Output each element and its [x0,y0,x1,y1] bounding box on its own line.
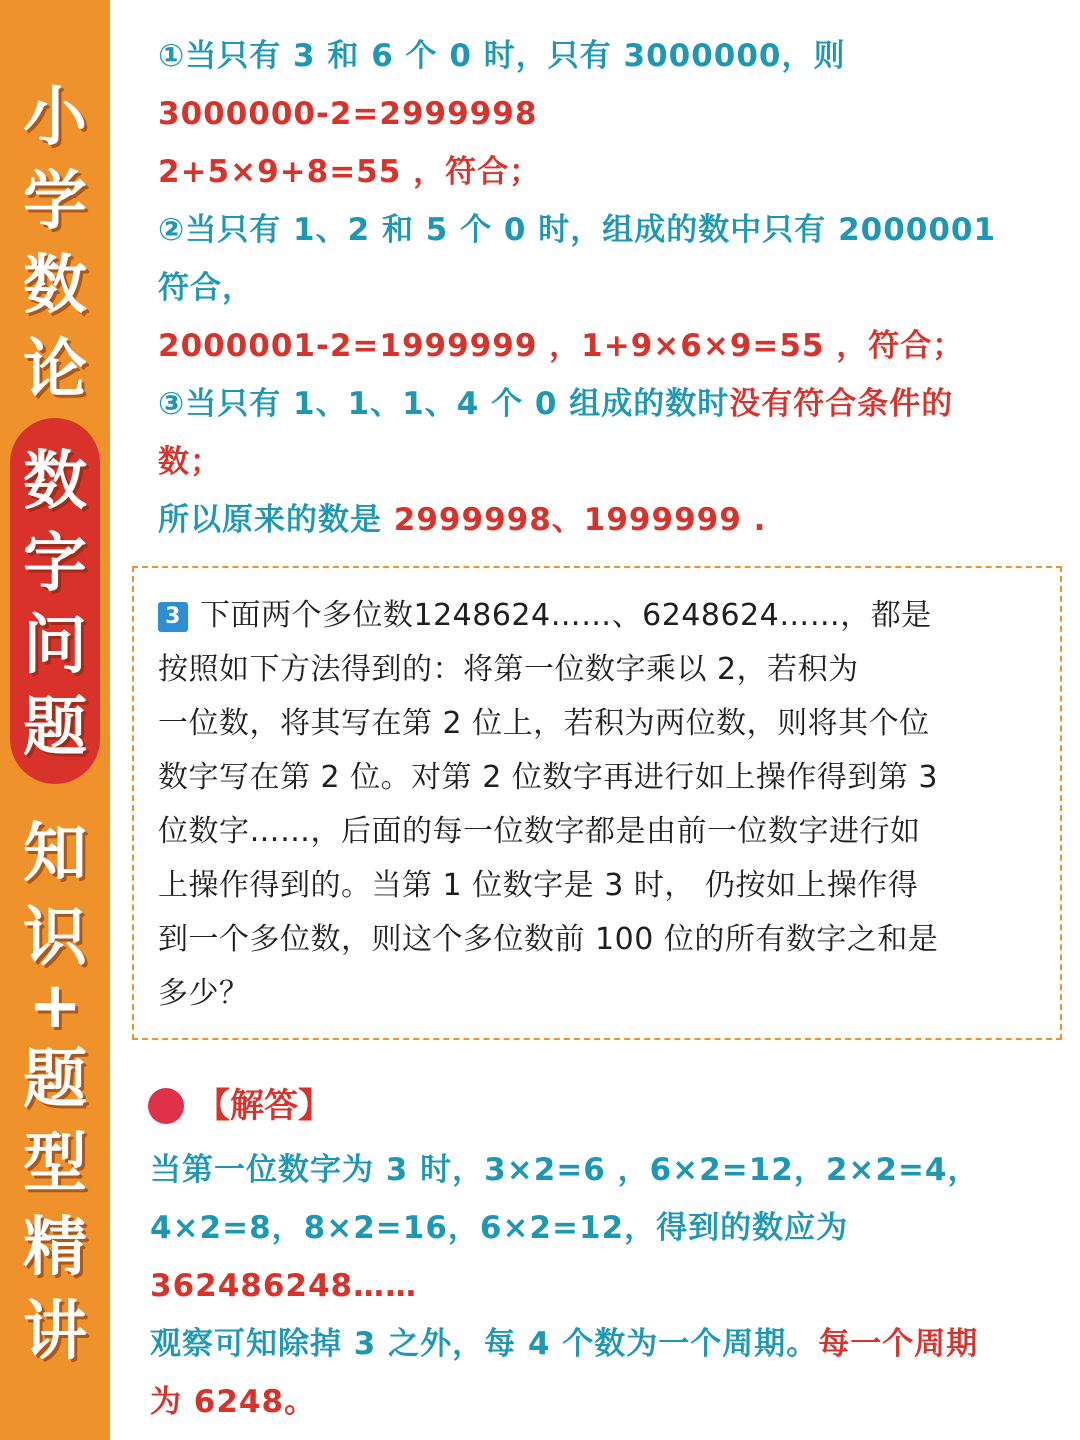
solution-line: ①当只有 3 和 6 个 0 时，只有 3000000，则 [158,38,846,74]
question-box [132,566,1062,1040]
solution-line: 2+5×9+8=55 ，符合； [158,154,542,190]
banner-char: 知 [23,817,87,891]
question-line: 位数字……，后面的每一位数字都是由前一位数字进行如 [158,814,921,849]
banner-char: 精 [23,1211,87,1285]
solution-text: 所以原来的数是 [158,502,394,538]
banner-char: 题 [23,691,87,765]
question-line: 一位数，将其写在第 2 位上，若积为两位数，则将其个位 [158,706,930,741]
question-line [158,596,932,636]
solution-line: 3000000-2=2999998 [158,96,538,132]
question-line: 按照如下方法得到的：将第一位数字乘以 2，若积为 [158,652,859,687]
banner-highlight-pill [10,418,100,784]
solution-text-highlight: 2999998、1999999 . [393,502,767,538]
solution-line [158,384,953,424]
question-line: 多少？ [158,976,250,1011]
banner-char: 小 [23,81,87,155]
answer-line: 362486248…… [150,1268,418,1304]
banner-char: 识 [23,901,87,975]
answer-line: 为 6248。 [150,1384,317,1420]
banner-char: 字 [23,527,87,601]
answer-text: 观察可知除掉 3 之外，每 4 个数为一个周期。 [150,1326,819,1362]
banner-char: 论 [23,333,87,407]
question-line: 数字写在第 2 位。对第 2 位数字再进行如上操作得到第 3 [158,760,938,795]
banner-char: + [28,969,82,1043]
solution-text: ③当只有 1、1、1、4 个 0 组成的数时 [158,386,730,422]
banner-char: 数 [23,445,87,519]
banner-char: 问 [23,609,87,683]
answer-bullet-icon [148,1088,184,1124]
solution-text-highlight: 没有符合条件的 [729,386,954,422]
sidebar-banner [0,0,110,1440]
answer-line [150,1324,978,1364]
banner-char: 讲 [23,1295,87,1369]
answer-line: 4×2=8，8×2=16，6×2=12，得到的数应为 [150,1210,849,1246]
solution-line: 2000001-2=1999999 ，1+9×6×9=55 ，符合； [158,328,965,364]
banner-char: 数 [23,249,87,323]
solution-line: 符合， [158,270,254,306]
solution-line: ②当只有 1、2 和 5 个 0 时，组成的数中只有 2000001 [158,212,997,248]
question-number-badge: 3 [158,602,188,632]
banner-char: 题 [23,1043,87,1117]
answer-title: 【解答】 [196,1086,332,1126]
solution-line: 数； [158,444,222,480]
question-line: 上操作得到的。当第 1 位数字是 3 时， 仍按如上操作得 [158,868,919,903]
banner-char: 学 [23,165,87,239]
banner-char: 型 [23,1127,87,1201]
question-text: 下面两个多位数1248624……、6248624……，都是 [200,598,932,633]
answer-text-highlight: 每一个周期 [818,1326,979,1362]
question-line: 到一个多位数，则这个多位数前 100 位的所有数字之和是 [158,922,939,957]
solution-conclusion [158,500,766,540]
answer-line: 当第一位数字为 3 时，3×2=6 ，6×2=12，2×2=4， [150,1152,980,1188]
